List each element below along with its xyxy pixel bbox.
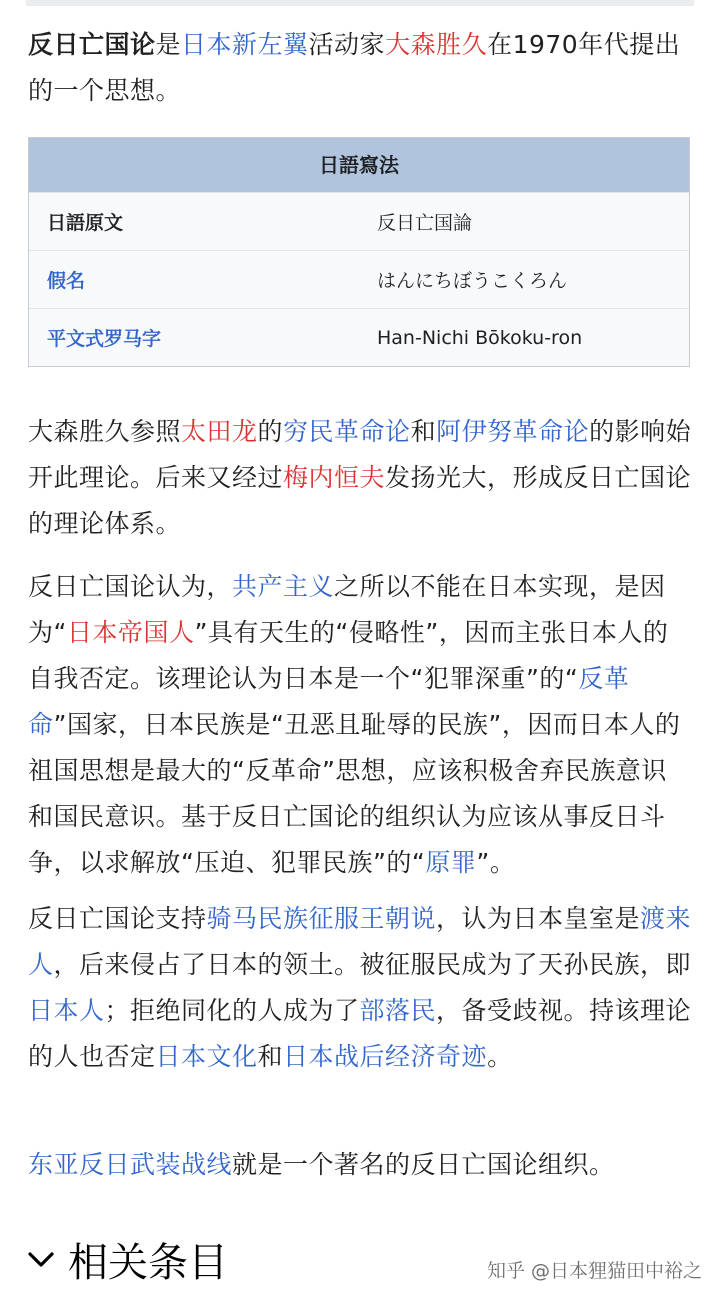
- intro-paragraph: 反日亡国论是日本新左翼活动家大森胜久在1970年代提出的一个思想。: [28, 30, 681, 105]
- link-new-left[interactable]: 日本新左翼: [181, 30, 309, 59]
- infobox-japanese-writing: [28, 137, 690, 367]
- link-postwar-miracle[interactable]: 日本战后经济奇迹: [283, 1042, 488, 1071]
- chevron-down-icon: [26, 1244, 56, 1274]
- infobox-key: 日語原文: [47, 212, 124, 234]
- link-ainu-revolution[interactable]: 阿伊努革命论: [436, 417, 590, 446]
- infobox-key-link-romaji[interactable]: 平文式罗马字: [47, 328, 162, 350]
- link-poor-people-revolution[interactable]: 穷民革命论: [283, 417, 411, 446]
- link-counter-revolution[interactable]: 反革命: [28, 664, 630, 739]
- infobox-value: 反日亡国論: [377, 212, 473, 234]
- watermark-text: 知乎 @日本狸猫田中裕之: [486, 1260, 702, 1282]
- link-horse-rider-theory[interactable]: 骑马民族征服王朝说: [206, 904, 437, 933]
- link-ota-ryu[interactable]: 太田龙: [181, 417, 258, 446]
- watermark: [487, 1256, 702, 1283]
- paragraph-theory: 反日亡国论认为，共产主义之所以不能在日本实现，是因为“日本帝国人”具有天生的“侵略性”，因而主张日本人的自我否定。该理论认为日本是一个“犯罪深重”的“反革命”国家，日本民族是“丑恶且耻辱的民族”，因而日本人的祖国思想是最大的“反革命”思想，应该积极舍弃民族意识和国民意识。基于反日亡国论的组织认为应该从事反日斗争，以求解放“压迫、犯罪民族”的“原罪”。: [28, 572, 681, 877]
- link-japanese-culture[interactable]: 日本文化: [155, 1042, 258, 1071]
- paragraph-origin: 大森胜久参照太田龙的穷民革命论和阿伊努革命论的影响始开此理论。后来又经过梅内恒夫发扬光大，形成反日亡国论的理论体系。: [28, 417, 692, 538]
- paragraph-organization: 东亚反日武装战线就是一个著名的反日亡国论组织。: [28, 1150, 615, 1179]
- link-omori-katsuhisa[interactable]: 大森胜久: [385, 30, 488, 59]
- infobox-row: [29, 308, 689, 366]
- section-title: 相关条目: [68, 1239, 228, 1286]
- link-japanese-imperial-people[interactable]: 日本帝国人: [66, 618, 195, 647]
- link-communism[interactable]: 共产主义: [232, 572, 335, 601]
- infobox-value: Han-Nichi Bōkoku-ron: [377, 326, 583, 349]
- article-term: 反日亡国论: [28, 30, 156, 59]
- section-heading-related[interactable]: [26, 1232, 228, 1286]
- paragraph-horse-rider: 反日亡国论支持骑马民族征服王朝说，认为日本皇室是渡来人，后来侵占了日本的领土。被征服民成为了天孙民族，即日本人；拒绝同化的人成为了部落民，备受歧视。持该理论的人也否定日本文化和日本战后经济奇迹。: [28, 904, 692, 1071]
- infobox-row: [29, 192, 689, 250]
- link-burakumin[interactable]: 部落民: [359, 996, 437, 1025]
- infobox-row: [29, 250, 689, 308]
- infobox-header: 日語寫法: [29, 138, 689, 192]
- infobox-value: はんにちぼうこくろん: [377, 270, 568, 292]
- link-japanese-people[interactable]: 日本人: [28, 996, 105, 1025]
- link-umenai-tsuneo[interactable]: 梅内恒夫: [283, 463, 386, 492]
- infobox-key-link-kana[interactable]: 假名: [47, 270, 86, 292]
- link-original-sin[interactable]: 原罪: [425, 848, 477, 877]
- link-toraijin[interactable]: 渡来人: [28, 904, 692, 979]
- link-east-asia-front[interactable]: 东亚反日武装战线: [28, 1150, 233, 1179]
- top-divider: [26, 0, 694, 6]
